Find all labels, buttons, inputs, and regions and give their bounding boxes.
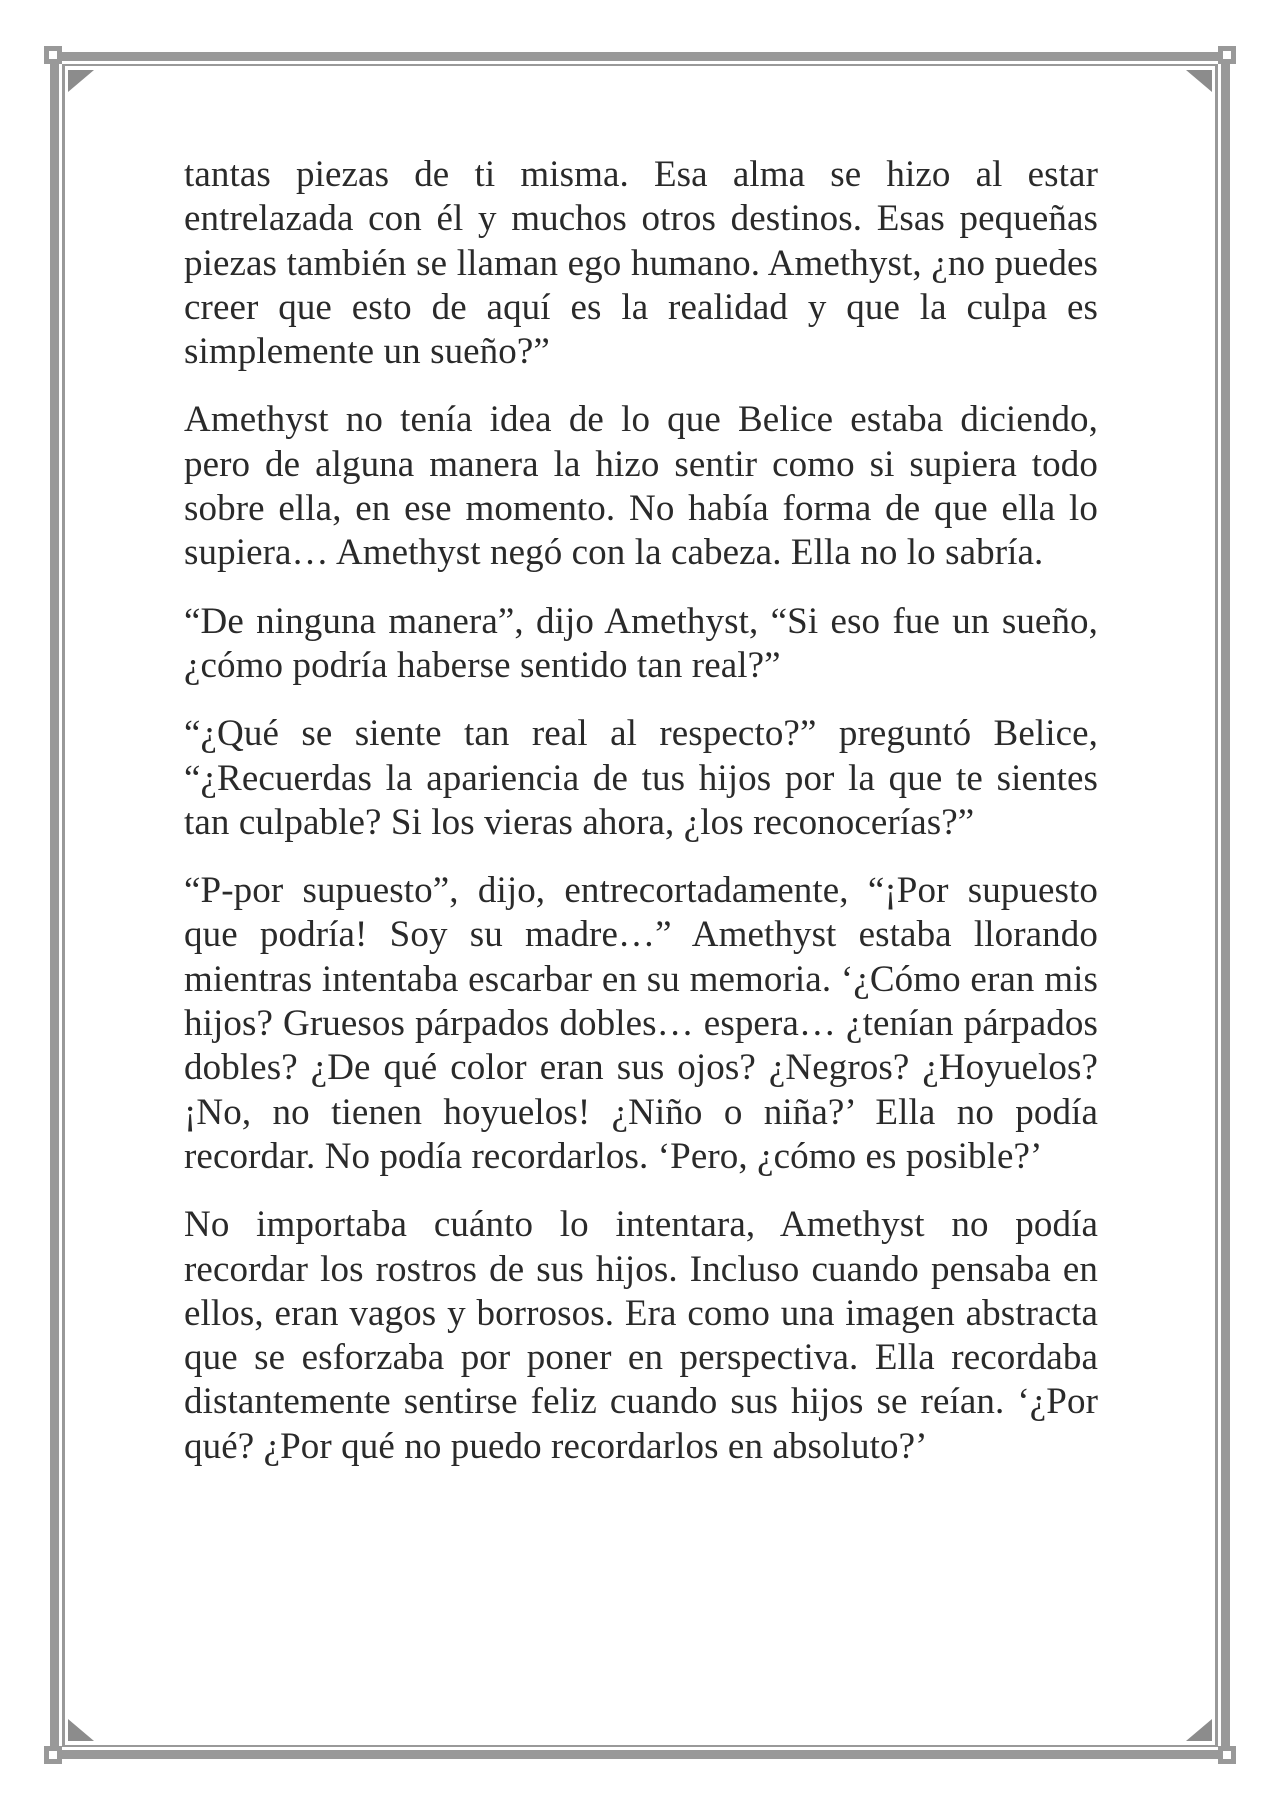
page-text	[184, 153, 1098, 1493]
paragraph-4: “¿Qué se siente tan real al respecto?” preguntó Belice, “¿Recuerdas la apariencia de tus hijos por la que te sientes tan culpable? Si los vieras ahora, ¿los reconocerías?”	[184, 713, 1098, 843]
paragraph-6: No importaba cuánto lo intentara, Amethyst no podía recordar los rostros de sus hijos. Incluso cuando pensaba en ellos, eran vagos y borrosos. Era como una imagen abstracta que se esforzaba por poner en perspectiva. Ella recordaba distantemente sentirse feliz cuando sus hijos se reían. ‘¿Por qué? ¿Por qué no puedo recordarlos en absoluto?’	[184, 1204, 1098, 1467]
paragraph-3: “De ninguna manera”, dijo Amethyst, “Si eso fue un sueño, ¿cómo podría haberse sentido tan real?”	[184, 600, 1098, 686]
paragraph-1: tantas piezas de ti misma. Esa alma se hizo al estar entrelazada con él y muchos otros destinos. Esas pequeñas piezas también se llaman ego humano. Amethyst, ¿no puedes creer que esto de aquí es la realidad y que la culpa es simplemente un sueño?”	[184, 154, 1098, 373]
paragraph-2: Amethyst no tenía idea de lo que Belice estaba diciendo, pero de alguna manera la hizo sentir como si supiera todo sobre ella, en ese momento. No había forma de que ella lo supiera… Amethyst negó con la cabeza. Ella no lo sabría.	[184, 399, 1098, 574]
paragraph-5: “P-por supuesto”, dijo, entrecortadamente, “¡Por supuesto que podría! Soy su madre…” Amethyst estaba llorando mientras intentaba escarbar en su memoria. ‘¿Cómo eran mis hijos? Gruesos párpados dobles… espera… ¿tenían párpados dobles? ¿De qué color eran sus ojos? ¿Negros? ¿Hoyuelos? ¡No, no tienen hoyuelos! ¿Niño o niña?’ Ella no podía recordar. No podía recordarlos. ‘Pero, ¿cómo es posible?’	[184, 870, 1098, 1177]
